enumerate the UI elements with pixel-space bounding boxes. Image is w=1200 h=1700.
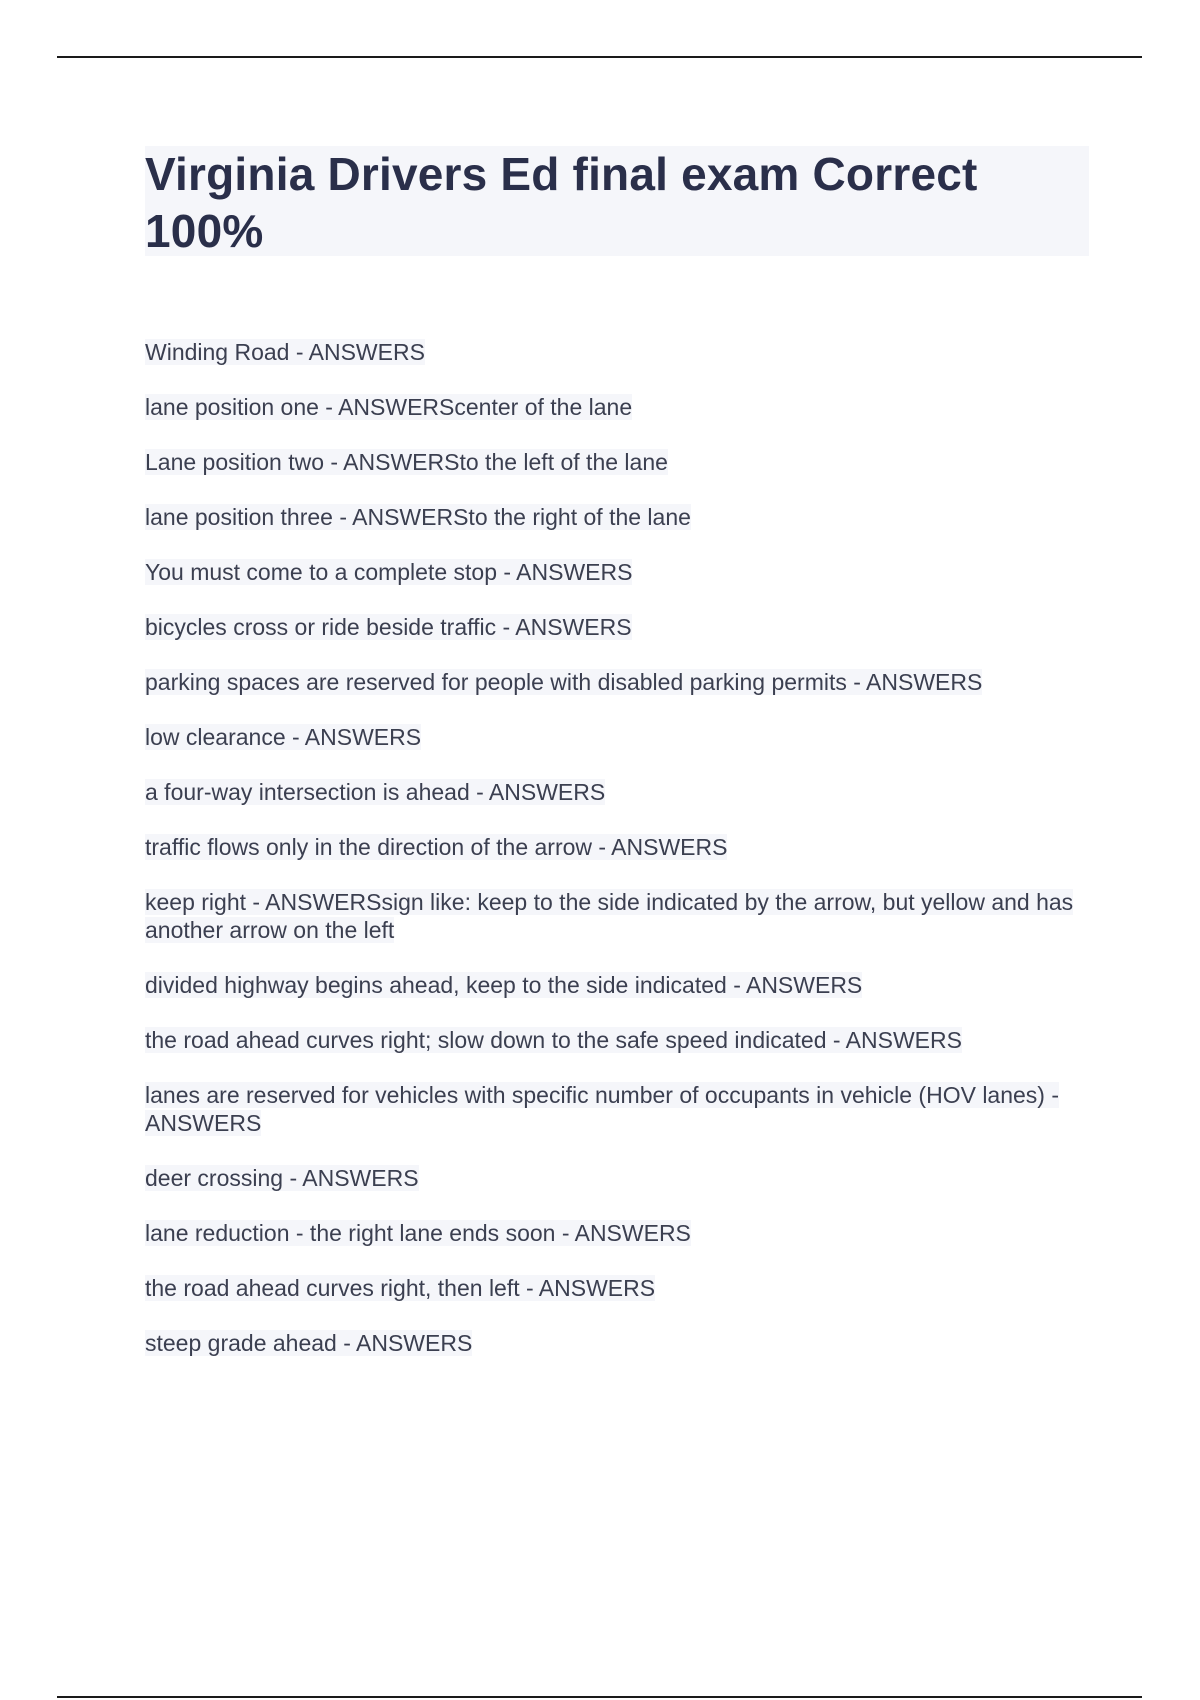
list-item: lane position three - ANSWERSto the right of the lane (145, 504, 691, 530)
list-item: parking spaces are reserved for people with disabled parking permits - ANSWERS (145, 669, 983, 695)
list-item: divided highway begins ahead, keep to the side indicated - ANSWERS (145, 972, 863, 998)
list-item: keep right - ANSWERSsign like: keep to the side indicated by the arrow, but yellow and has another arrow on the left (145, 889, 1074, 943)
bottom-divider (57, 1696, 1142, 1698)
list-item: Winding Road - ANSWERS (145, 339, 425, 365)
list-item: lane reduction - the right lane ends soon - ANSWERS (145, 1220, 691, 1246)
page-title: Virginia Drivers Ed final exam Correct 100% (145, 148, 978, 257)
list-item: Lane position two - ANSWERSto the left of the lane (145, 449, 668, 475)
list-item: steep grade ahead - ANSWERS (145, 1330, 473, 1356)
list-item: a four-way intersection is ahead - ANSWERS (145, 779, 606, 805)
list-item: lane position one - ANSWERScenter of the lane (145, 394, 633, 420)
list-item: You must come to a complete stop - ANSWERS (145, 559, 633, 585)
list-item: lanes are reserved for vehicles with specific number of occupants in vehicle (HOV lanes) - ANSWERS (145, 1082, 1060, 1136)
list-item: deer crossing - ANSWERS (145, 1165, 419, 1191)
top-divider (57, 56, 1142, 58)
title-block (145, 146, 1089, 256)
qa-list (145, 338, 1089, 1384)
list-item: the road ahead curves right, then left - ANSWERS (145, 1275, 656, 1301)
list-item: low clearance - ANSWERS (145, 724, 422, 750)
list-item: traffic flows only in the direction of the arrow - ANSWERS (145, 834, 728, 860)
list-item: bicycles cross or ride beside traffic - ANSWERS (145, 614, 632, 640)
list-item: the road ahead curves right; slow down to the safe speed indicated - ANSWERS (145, 1027, 962, 1053)
